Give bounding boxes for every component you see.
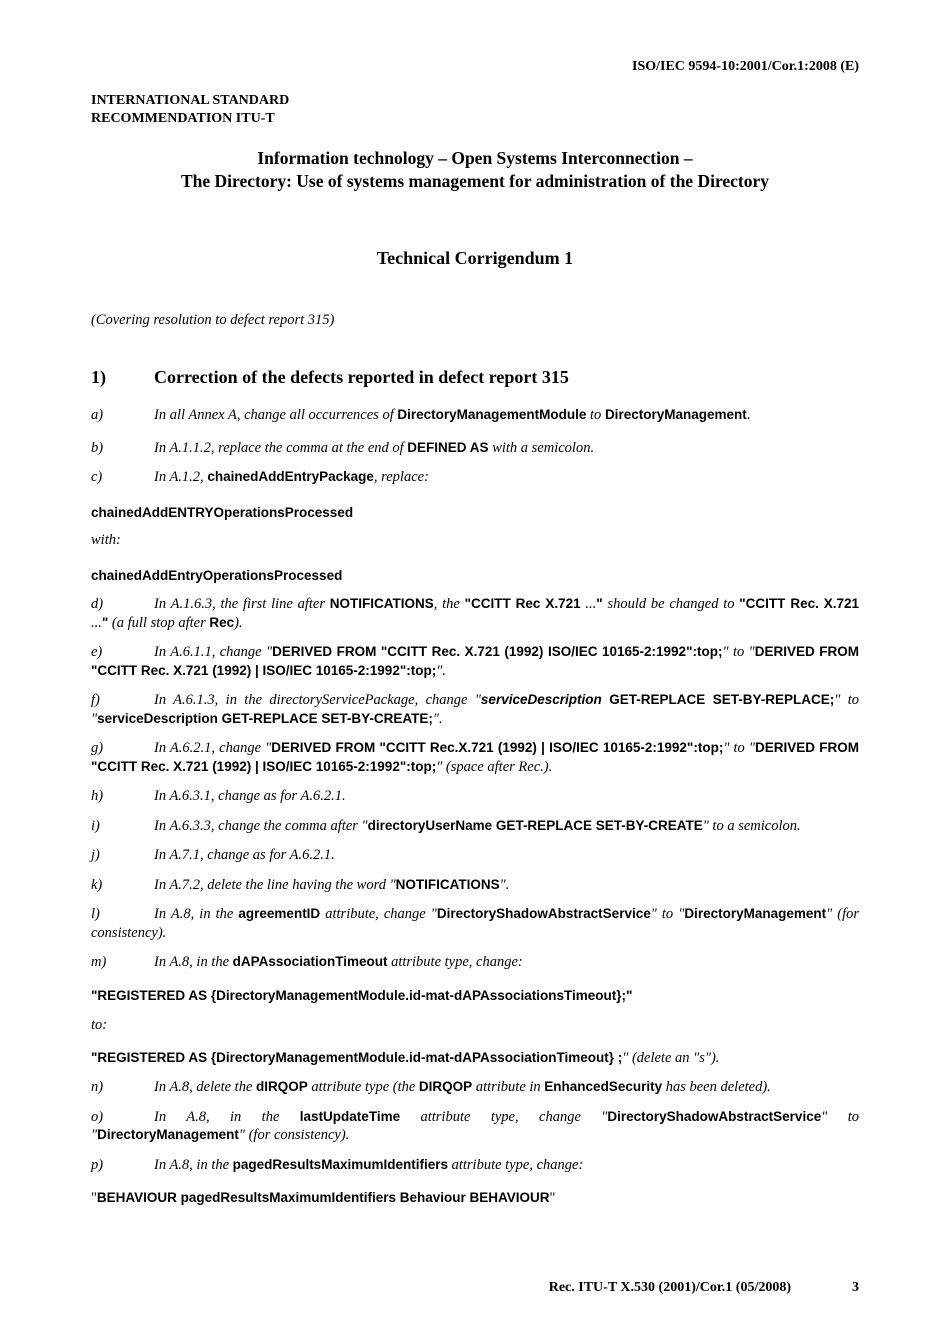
text-run: "CCITT Rec X.721	[464, 596, 581, 611]
text-run: DirectoryShadowAbstractService	[607, 1108, 822, 1124]
text-run: ).	[234, 614, 243, 631]
correction-text-block	[91, 504, 859, 523]
document-identifier: ISO/IEC 9594-10:2001/Cor.1:2008 (E)	[632, 59, 859, 74]
text-run: (a full stop after	[108, 614, 210, 631]
item-label: l)	[91, 906, 100, 922]
text-run: ...	[580, 596, 597, 612]
text-run: In A.8, in the	[154, 1156, 233, 1173]
text-run: "	[596, 596, 603, 611]
text-run: In A.6.2.1, change "	[154, 740, 272, 756]
text-run: " to a semicolon.	[702, 817, 801, 834]
text-run: , the	[433, 596, 465, 612]
section-heading	[91, 367, 569, 388]
text-run: to	[586, 407, 605, 423]
standard-type-line: INTERNATIONAL STANDARD	[91, 93, 290, 108]
text-run: In A.1.2,	[154, 469, 208, 485]
item-label: a)	[91, 407, 104, 423]
text-run: attribute, change "	[320, 906, 437, 922]
standard-type	[91, 92, 289, 128]
correction-item	[91, 1108, 859, 1145]
text-run: attribute type, change "	[400, 1108, 608, 1125]
correction-text-block	[91, 1049, 859, 1068]
correction-item	[91, 739, 859, 776]
item-label: m)	[91, 954, 107, 970]
item-label: g)	[91, 740, 104, 756]
text-run: chainedAddEntryPackage	[207, 469, 374, 484]
text-run: lastUpdateTime	[299, 1108, 401, 1124]
text-run: In A.8, in the	[154, 1108, 300, 1125]
text-run: DERIVED FROM "CCITT Rec. X.721 (1992) | ISO/IEC 10165-2:1992":top;	[91, 740, 859, 774]
text-run: , replace:	[373, 469, 429, 485]
text-run: attribute in	[472, 1079, 545, 1095]
item-label: b)	[91, 439, 104, 456]
text-run: " (delete an "s").	[622, 1049, 720, 1066]
text-run: In all Annex A, change all occurrences of	[154, 407, 398, 423]
section-title: Correction of the defects reported in defect report 315	[154, 367, 569, 387]
title-line: The Directory: Use of systems management for administration of the Directory	[180, 171, 770, 191]
text-run: In A.1.1.2, replace the comma at the end of	[154, 439, 408, 456]
text-run: "CCITT Rec. X.721	[739, 596, 860, 611]
correction-item	[91, 468, 859, 487]
text-run: In A.6.1.1, change "	[154, 644, 273, 660]
text-run: serviceDescription GET-REPLACE SET-BY-CREATE;	[97, 710, 433, 726]
text-run: attribute type (the	[307, 1079, 419, 1095]
correction-item	[91, 953, 859, 972]
text-run: DirectoryManagement	[604, 407, 747, 422]
correction-item	[91, 817, 859, 836]
document-title	[91, 147, 859, 193]
text-run: .	[746, 407, 751, 423]
standard-type-line: RECOMMENDATION ITU-T	[91, 111, 275, 126]
correction-item	[91, 846, 859, 865]
text-run: " to "	[722, 644, 755, 660]
correction-text-block	[91, 1016, 859, 1035]
text-run: should be changed to	[602, 596, 740, 612]
item-label: k)	[91, 876, 103, 893]
text-run: BEHAVIOUR pagedResultsMaximumIdentifiers Behaviour BEHAVIOUR	[96, 1190, 550, 1205]
text-run: ".	[432, 710, 443, 727]
correction-item	[91, 787, 859, 806]
item-label: c)	[91, 469, 103, 485]
text-run: DERIVED FROM "CCITT Rec. X.721 (1992) ISO/IEC 10165-2:1992":top;	[272, 644, 723, 659]
text-run: In A.6.3.1, change as for A.6.2.1.	[154, 788, 346, 804]
text-run: attribute type, change:	[447, 1156, 584, 1173]
footer-recommendation: Rec. ITU-T X.530 (2001)/Cor.1 (05/2008)	[548, 1280, 791, 1295]
text-run: In A.6.1.3, in the directoryServicePackage, change "	[154, 692, 481, 708]
correction-item	[91, 595, 859, 632]
text-run: chainedAddEntryOperationsProcessed	[91, 567, 343, 583]
item-label: j)	[91, 847, 100, 863]
item-label: d)	[91, 596, 104, 612]
text-run: has been deleted).	[662, 1079, 771, 1095]
text-run: "REGISTERED AS {DirectoryManagementModule.id-mat-dAPAssociationsTimeout};"	[91, 987, 633, 1003]
correction-item	[91, 1156, 859, 1175]
text-run: GET-REPLACE SET-BY-REPLACE;	[601, 692, 835, 707]
text-run: NOTIFICATIONS	[395, 876, 500, 892]
text-run: "	[91, 1190, 97, 1206]
text-run: dIRQOP	[256, 1079, 308, 1094]
text-run: In A.6.3.3, change the comma after "	[154, 817, 368, 834]
correction-item	[91, 406, 859, 425]
text-run: " (for consistency).	[91, 906, 860, 941]
text-run: In A.8, in the	[154, 906, 239, 922]
text-run: In A.1.6.3, the first line after	[154, 596, 330, 612]
text-run: dAPAssociationTimeout	[232, 954, 388, 969]
text-run: " (space after Rec.).	[436, 758, 553, 775]
text-run: " to "	[91, 1108, 859, 1143]
item-label: f)	[91, 692, 100, 708]
text-run: "	[549, 1190, 556, 1206]
text-run: to:	[91, 1017, 108, 1033]
text-run: "	[101, 614, 109, 630]
text-run: EnhancedSecurity	[544, 1079, 663, 1094]
correction-text-block	[91, 567, 859, 586]
correction-item	[91, 691, 859, 728]
text-run: DERIVED FROM "CCITT Rec.X.721 (1992) | ISO/IEC 10165-2:1992":top;	[271, 740, 724, 755]
corrections-list	[91, 406, 859, 1208]
correction-text-block	[91, 987, 859, 1006]
text-run: In A.8, delete the	[154, 1079, 257, 1095]
text-run: ".	[499, 876, 510, 893]
correction-text-block	[91, 1189, 859, 1208]
title-line: Information technology – Open Systems Interconnection –	[257, 148, 693, 168]
text-run: DirectoryManagement	[684, 906, 827, 921]
text-run: In A.7.1, change as for A.6.2.1.	[154, 847, 335, 863]
text-run: with:	[91, 532, 121, 548]
text-run: chainedAddENTRYOperationsProcessed	[91, 504, 354, 520]
text-run: " (for consistency).	[238, 1127, 350, 1143]
section-number: 1)	[91, 367, 106, 387]
text-run: " to "	[723, 740, 755, 756]
correction-item	[91, 905, 859, 942]
item-label: o)	[91, 1108, 104, 1125]
text-run: DEFINED AS	[407, 439, 489, 455]
item-label: e)	[91, 644, 103, 660]
covering-note: (Covering resolution to defect report 315)	[91, 312, 335, 328]
text-run: directoryUserName GET-REPLACE SET-BY-CREATE	[367, 817, 703, 833]
text-run: " to "	[91, 692, 859, 727]
item-label: n)	[91, 1079, 104, 1095]
text-run: DirectoryManagementModule	[397, 407, 587, 422]
text-run: with a semicolon.	[488, 439, 595, 456]
text-run: attribute type, change:	[387, 954, 523, 970]
text-run: pagedResultsMaximumIdentifiers	[232, 1156, 448, 1172]
text-run: ...	[91, 614, 102, 631]
correction-text-block	[91, 531, 859, 550]
text-run: agreementID	[238, 906, 321, 921]
text-run: DIRQOP	[418, 1079, 473, 1094]
correction-item	[91, 439, 859, 458]
page-number: 3	[852, 1280, 859, 1295]
correction-item	[91, 643, 859, 680]
corrigendum-heading: Technical Corrigendum 1	[376, 248, 574, 268]
item-label: p)	[91, 1156, 104, 1173]
text-run: ".	[436, 662, 446, 679]
text-run: In A.7.2, delete the line having the word "	[154, 876, 396, 893]
text-run: serviceDescription	[480, 692, 602, 707]
text-run: " to "	[650, 906, 685, 922]
text-run: "REGISTERED AS {DirectoryManagementModule.id-mat-dAPAssociationTimeout} ;	[91, 1049, 623, 1065]
text-run: In A.8, in the	[154, 954, 233, 970]
correction-item	[91, 876, 859, 895]
text-run: NOTIFICATIONS	[329, 596, 434, 611]
item-label: h)	[91, 788, 104, 804]
text-run: DirectoryManagement	[97, 1127, 239, 1142]
text-run: DERIVED FROM "CCITT Rec. X.721 (1992) | ISO/IEC 10165-2:1992":top;	[91, 644, 859, 678]
item-label: i)	[91, 817, 100, 834]
text-run: Rec	[209, 614, 235, 630]
correction-item	[91, 1078, 859, 1097]
text-run: DirectoryShadowAbstractService	[436, 906, 651, 921]
